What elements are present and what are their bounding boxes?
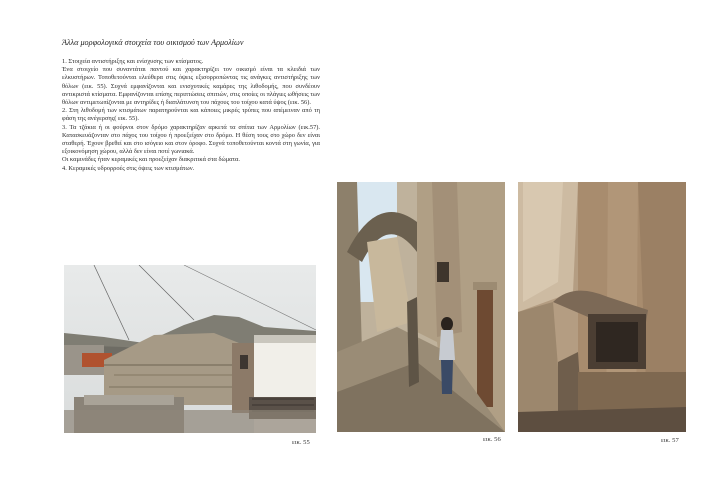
paragraph-4: 4. Κεραμικές υδρορροές στις όψεις των κτισμάτων.: [62, 164, 195, 172]
photo-fig57: [518, 182, 686, 432]
photo-fig55: [64, 265, 316, 433]
photo-fig56: [337, 182, 505, 432]
photo-fig57-drawing: [518, 182, 686, 432]
caption-fig55: εικ. 55: [292, 439, 310, 446]
paragraph-1-title: 1. Στοιχεία αντιστήριξης και ενίσχυσης των κτίσματος.: [62, 58, 204, 65]
body-text: [62, 58, 320, 173]
section-heading: Άλλα μορφολογικά στοιχεία του οικισμού των Αρμολίων: [62, 38, 244, 47]
paragraph-3: 3. Τα τζάκια ή οι φούρνοι στον δρόμο χαρακτηρίζαν αρκετά τα σπίτια των Αρμολίων (εικ.57). Κατασκευάζονταν στο πάχος του τοίχου ή προεξείχαν στο δρόμο. Η θέση τους στο χώρο δεν είναι σταθερή. Έχουν βρεθεί και στο ισόγειο και στον όροφο. Συχνά τοποθετούνται κοντά στη γωνία, για εξοικονόμηση χώρου, αλλά δεν είναι ποτέ γωνιακά.: [62, 123, 320, 156]
paragraph-3-chimneys: Οι καμινάδες ήταν κεραμικές και προεξείχαν διακριτικά στα δώματα.: [62, 156, 240, 164]
paragraph-1-body: Ένα στοιχείο που συναντάται παντού και χαρακτηρίζει τον οικισμό είναι τα κλειδιά των ελκυστήρων. Τοποθετούνται ελεύθερα στις όψεις εξισορροπώντας τις ανάγκες αντιστήριξης των θόλων (εικ. 55). Συχνά εμφανίζονται και ενισχυτικές καμάρες της λιθοδομής, που συνδέουν αντικριστά κτίσματα. Εμφανίζονται επίσης περιπτώσεις σπιτιών, στις οποίες οι πλάγιες ωθήσεις των θόλων αντιμετωπίζονται με αντηρίδες ή διαπλάτυνση του πάχους του τοίχου κατά ύψος (εικ. 56).: [62, 66, 320, 107]
photo-fig55-drawing: [64, 265, 316, 433]
photo-fig56-drawing: [337, 182, 505, 432]
caption-fig57: εικ. 57: [661, 437, 679, 444]
caption-fig56: εικ. 56: [483, 436, 501, 443]
paragraph-2: 2. Στη λιθοδομή των κτισμάτων παρατηρούνται και κάποιες μικρές τρύπες που απέμειναν από τη φάση της ανέγερσης( εικ. 55).: [62, 107, 320, 123]
